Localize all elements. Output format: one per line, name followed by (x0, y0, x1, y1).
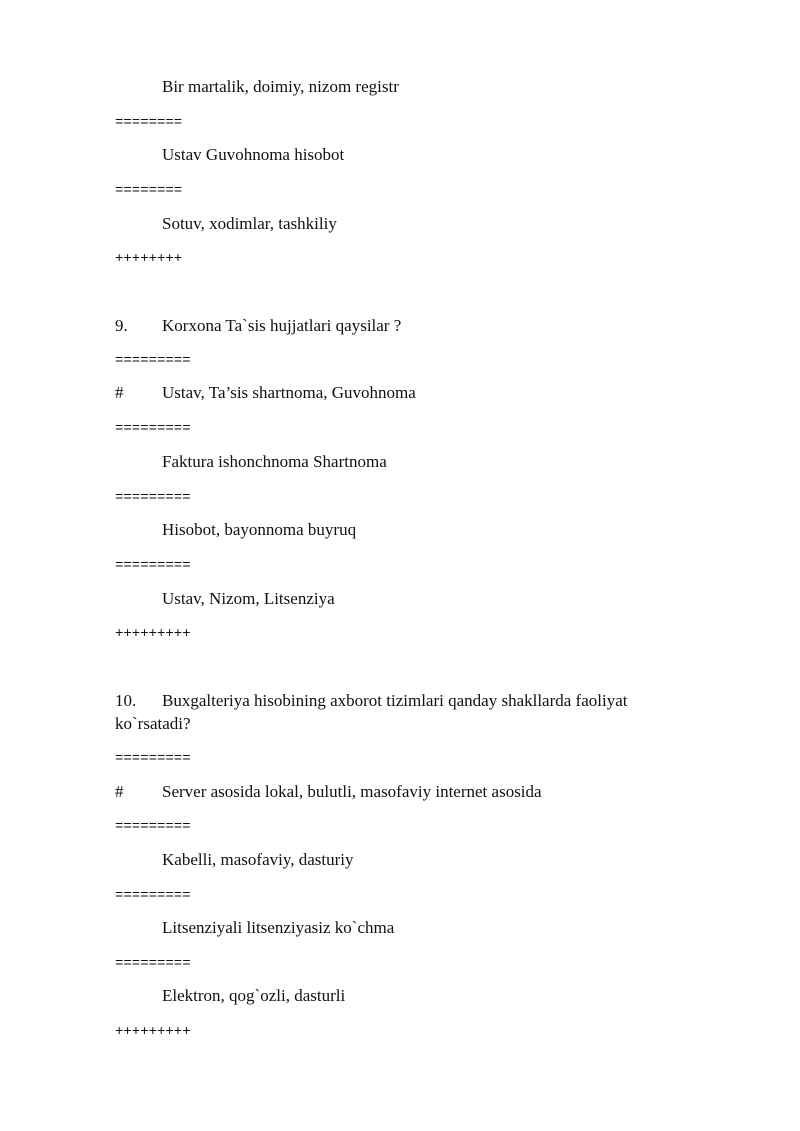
question-text: Korxona Ta`sis hujjatlari qaysilar ? (162, 316, 402, 335)
question-text: Buxgalteriya hisobining axborot tizimlari qanday shakllarda faoliyat ko`rsatadi? (115, 691, 628, 733)
option-text: Server asosida lokal, bulutli, masofaviy internet asosida (162, 782, 542, 801)
separator: ======== (115, 115, 183, 131)
option-text: Elektron, qog`ozli, dasturli (162, 986, 346, 1005)
question-number: 9. (115, 316, 128, 335)
correct-answer-mark: # (115, 383, 124, 402)
end-marker: +++++++++ (115, 1024, 191, 1040)
option-text: Bir martalik, doimiy, nizom registr (162, 77, 399, 96)
option-text: Faktura ishonchnoma Shartnoma (162, 452, 387, 471)
end-marker: +++++++++ (115, 626, 191, 642)
separator: ========= (115, 421, 191, 437)
correct-answer-mark: # (115, 782, 124, 801)
option-text: Litsenziyali litsenziyasiz ko`chma (162, 918, 395, 937)
option-text: Sotuv, xodimlar, tashkiliy (162, 214, 337, 233)
option-text: Ustav, Ta’sis shartnoma, Guvohnoma (162, 383, 416, 402)
end-marker: ++++++++ (115, 251, 183, 267)
separator: ======== (115, 183, 183, 199)
option-text: Hisobot, bayonnoma buyruq (162, 520, 357, 539)
separator: ========= (115, 751, 191, 767)
question-9 (115, 314, 685, 337)
separator: ========= (115, 956, 191, 972)
option-text: Ustav, Nizom, Litsenziya (162, 589, 335, 608)
question-number: 10. (115, 691, 137, 710)
separator: ========= (115, 819, 191, 835)
separator: ========= (115, 353, 191, 369)
question-10 (115, 689, 685, 735)
option-text: Kabelli, masofaviy, dasturiy (162, 850, 354, 869)
separator: ========= (115, 558, 191, 574)
separator: ========= (115, 490, 191, 506)
option-text: Ustav Guvohnoma hisobot (162, 145, 345, 164)
separator: ========= (115, 888, 191, 904)
